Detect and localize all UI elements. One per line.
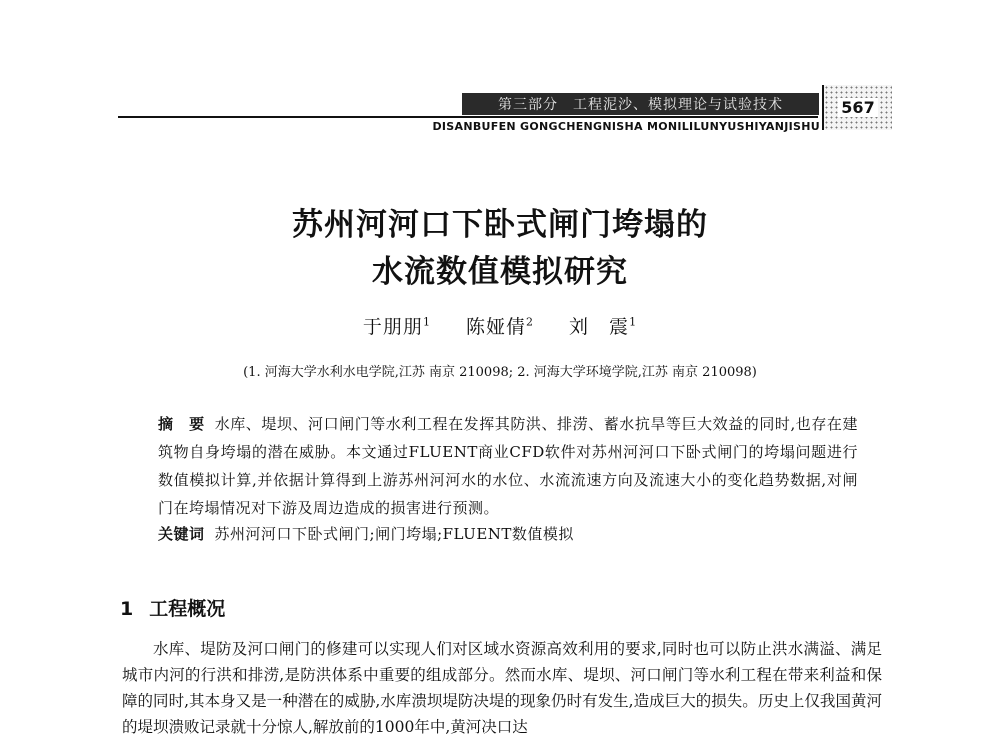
author-list bbox=[0, 312, 1000, 339]
author bbox=[466, 316, 534, 338]
author-name: 陈娅倩 bbox=[465, 316, 526, 338]
author-affil-mark: 1 bbox=[422, 315, 431, 329]
author bbox=[569, 316, 637, 338]
section-header-band bbox=[462, 93, 819, 115]
author bbox=[363, 316, 431, 338]
section-heading bbox=[120, 594, 225, 621]
abstract bbox=[158, 410, 858, 522]
section-pinyin: DISANBUFEN GONGCHENGNISHA MONILILUNYUSHIYANJISHU bbox=[432, 120, 820, 133]
paper-title-line-1: 苏州河河口下卧式闸门垮塌的 bbox=[292, 207, 708, 243]
affiliations: (1. 河海大学水利水电学院,江苏 南京 210098; 2. 河海大学环境学院,江苏 南京 210098) bbox=[243, 365, 757, 380]
page-number: 567 bbox=[838, 98, 877, 117]
keywords-text: 苏州河河口下卧式闸门;闸门垮塌;FLUENT数值模拟 bbox=[214, 525, 574, 543]
section-label: 第三部分 工程泥沙、模拟理论与试验技术 bbox=[498, 97, 783, 113]
body-paragraph: 水库、堤防及河口闸门的修建可以实现人们对区域水资源高效利用的要求,同时也可以防止洪水满溢、满足城市内河的行洪和排涝,是防洪体系中重要的组成部分。然而水库、堤坝、河口闸门等水利工程在带来利益和保障的同时,其本身又是一种潜在的威胁,水库溃坝堤防决堤的现象仍时有发生,造成巨大的损失。历史上仅我国黄河的堤坝溃败记录就十分惊人,解放前的1000年中,黄河决口达 bbox=[122, 640, 882, 736]
header-rule bbox=[118, 116, 818, 118]
paper-title-line-2: 水流数值模拟研究 bbox=[372, 254, 628, 290]
abstract-label: 摘 要 bbox=[158, 415, 205, 433]
abstract-text: 水库、堤坝、河口闸门等水利工程在发挥其防洪、排涝、蓄水抗旱等巨大效益的同时,也存在建筑物自身垮塌的潜在威胁。本文通过FLUENT商业CFD软件对苏州河河口下卧式闸门的垮塌问题进行数值模拟计算,并依据计算得到上游苏州河河水的水位、水流流速方向及流速大小的变化趋势数据,对闸门在垮塌情况对下游及周边造成的损害进行预测。 bbox=[158, 415, 858, 517]
author-affil-mark: 1 bbox=[629, 315, 638, 329]
page-number-box bbox=[822, 85, 892, 130]
author-name: 刘 震 bbox=[569, 316, 630, 338]
keywords bbox=[158, 523, 858, 544]
section-number: 1 bbox=[120, 598, 134, 620]
author-affil-mark: 2 bbox=[526, 315, 534, 329]
section-title: 工程概况 bbox=[149, 598, 226, 620]
author-name: 于朋朋 bbox=[362, 316, 423, 338]
keywords-label: 关键词 bbox=[158, 525, 205, 543]
